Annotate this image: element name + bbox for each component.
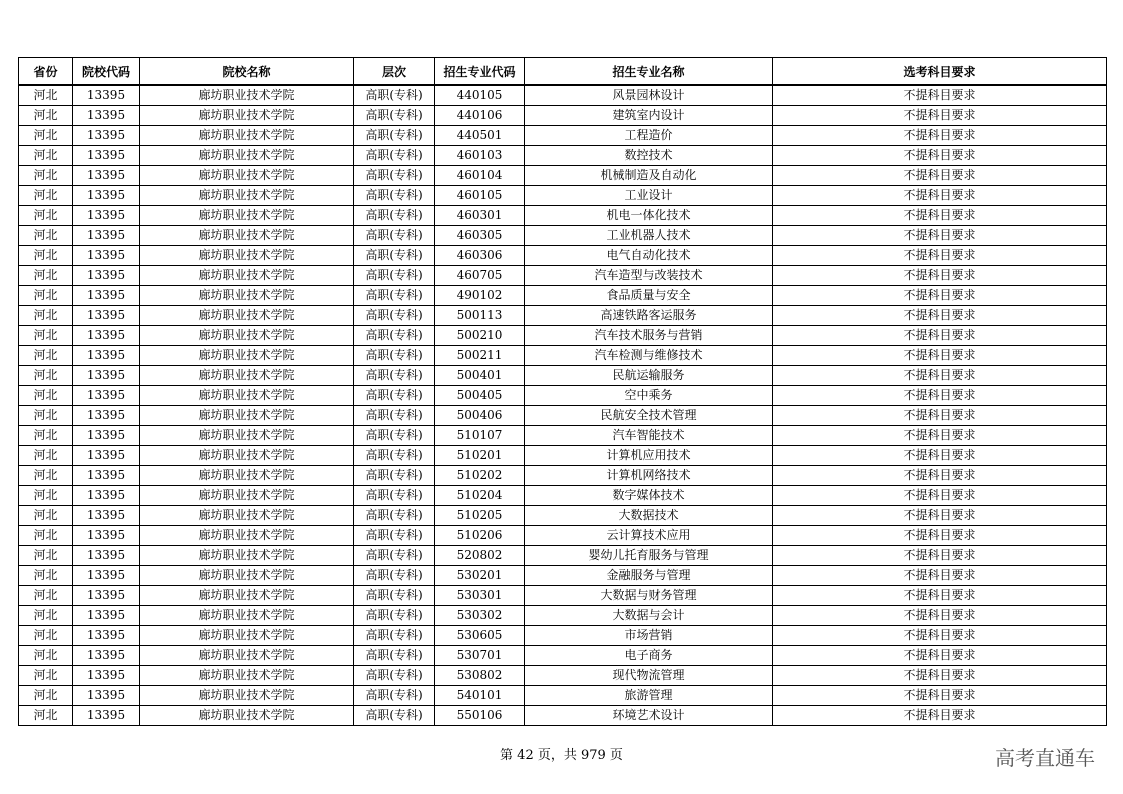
cell-subject-requirement: 不提科目要求: [773, 526, 1107, 546]
cell-level: 高职(专科): [354, 146, 435, 166]
cell-major-code: 460705: [435, 266, 525, 286]
cell-school-code: 13395: [73, 166, 140, 186]
cell-school-name: 廊坊职业技术学院: [140, 666, 354, 686]
cell-major-code: 530802: [435, 666, 525, 686]
table-row: [19, 306, 1107, 326]
cell-school-code: 13395: [73, 466, 140, 486]
table-row: [19, 426, 1107, 446]
cell-school-name: 廊坊职业技术学院: [140, 546, 354, 566]
cell-subject-requirement: 不提科目要求: [773, 686, 1107, 706]
cell-major-code: 510107: [435, 426, 525, 446]
cell-subject-requirement: 不提科目要求: [773, 106, 1107, 126]
cell-level: 高职(专科): [354, 386, 435, 406]
cell-level: 高职(专科): [354, 126, 435, 146]
cell-school-name: 廊坊职业技术学院: [140, 406, 354, 426]
table-row: [19, 486, 1107, 506]
cell-major-name: 高速铁路客运服务: [525, 306, 773, 326]
table-row: [19, 366, 1107, 386]
cell-level: 高职(专科): [354, 366, 435, 386]
cell-major-name: 工业机器人技术: [525, 226, 773, 246]
table-row: [19, 166, 1107, 186]
cell-major-name: 数控技术: [525, 146, 773, 166]
cell-major-name: 大数据与会计: [525, 606, 773, 626]
cell-major-code: 510201: [435, 446, 525, 466]
cell-major-code: 440501: [435, 126, 525, 146]
cell-school-code: 13395: [73, 226, 140, 246]
cell-level: 高职(专科): [354, 506, 435, 526]
cell-level: 高职(专科): [354, 406, 435, 426]
table-row: [19, 546, 1107, 566]
header-school-code: 院校代码: [73, 58, 140, 86]
cell-subject-requirement: 不提科目要求: [773, 506, 1107, 526]
cell-province: 河北: [19, 126, 73, 146]
table-row: [19, 146, 1107, 166]
cell-level: 高职(专科): [354, 206, 435, 226]
cell-subject-requirement: 不提科目要求: [773, 386, 1107, 406]
cell-level: 高职(专科): [354, 666, 435, 686]
cell-level: 高职(专科): [354, 566, 435, 586]
page-number: 第 42 页，共 979 页: [500, 748, 623, 763]
cell-school-name: 廊坊职业技术学院: [140, 526, 354, 546]
cell-major-name: 汽车技术服务与营销: [525, 326, 773, 346]
cell-province: 河北: [19, 85, 73, 106]
cell-subject-requirement: 不提科目要求: [773, 326, 1107, 346]
cell-school-code: 13395: [73, 686, 140, 706]
cell-level: 高职(专科): [354, 626, 435, 646]
cell-school-name: 廊坊职业技术学院: [140, 566, 354, 586]
cell-subject-requirement: 不提科目要求: [773, 206, 1107, 226]
cell-province: 河北: [19, 406, 73, 426]
cell-major-code: 500210: [435, 326, 525, 346]
cell-province: 河北: [19, 586, 73, 606]
cell-level: 高职(专科): [354, 326, 435, 346]
cell-major-code: 530301: [435, 586, 525, 606]
cell-subject-requirement: 不提科目要求: [773, 546, 1107, 566]
cell-school-code: 13395: [73, 286, 140, 306]
table-row: [19, 466, 1107, 486]
cell-major-code: 500211: [435, 346, 525, 366]
cell-province: 河北: [19, 526, 73, 546]
table-row: [19, 386, 1107, 406]
table-row: [19, 286, 1107, 306]
cell-school-code: 13395: [73, 606, 140, 626]
cell-school-code: 13395: [73, 266, 140, 286]
header-subject-requirement: 选考科目要求: [773, 58, 1107, 86]
cell-school-code: 13395: [73, 206, 140, 226]
table-row: [19, 246, 1107, 266]
table-row: [19, 106, 1107, 126]
cell-level: 高职(专科): [354, 186, 435, 206]
table-row: [19, 346, 1107, 366]
cell-province: 河北: [19, 366, 73, 386]
header-school-name: 院校名称: [140, 58, 354, 86]
cell-province: 河北: [19, 686, 73, 706]
cell-school-name: 廊坊职业技术学院: [140, 466, 354, 486]
cell-school-code: 13395: [73, 486, 140, 506]
cell-subject-requirement: 不提科目要求: [773, 706, 1107, 726]
cell-school-name: 廊坊职业技术学院: [140, 126, 354, 146]
cell-level: 高职(专科): [354, 246, 435, 266]
cell-major-name: 风景园林设计: [525, 85, 773, 106]
cell-school-code: 13395: [73, 646, 140, 666]
cell-major-name: 机械制造及自动化: [525, 166, 773, 186]
cell-province: 河北: [19, 446, 73, 466]
cell-subject-requirement: 不提科目要求: [773, 666, 1107, 686]
cell-province: 河北: [19, 186, 73, 206]
cell-province: 河北: [19, 326, 73, 346]
header-major-code: 招生专业代码: [435, 58, 525, 86]
cell-major-code: 520802: [435, 546, 525, 566]
cell-level: 高职(专科): [354, 466, 435, 486]
cell-school-name: 廊坊职业技术学院: [140, 366, 354, 386]
cell-major-name: 食品质量与安全: [525, 286, 773, 306]
table-row: [19, 406, 1107, 426]
cell-level: 高职(专科): [354, 586, 435, 606]
table-row: [19, 526, 1107, 546]
cell-major-name: 汽车智能技术: [525, 426, 773, 446]
cell-subject-requirement: 不提科目要求: [773, 286, 1107, 306]
cell-province: 河北: [19, 386, 73, 406]
cell-major-name: 电子商务: [525, 646, 773, 666]
cell-school-code: 13395: [73, 386, 140, 406]
table-row: [19, 85, 1107, 106]
cell-school-name: 廊坊职业技术学院: [140, 706, 354, 726]
cell-province: 河北: [19, 666, 73, 686]
watermark-logo: 高考直通车: [995, 746, 1095, 770]
table-row: [19, 506, 1107, 526]
cell-subject-requirement: 不提科目要求: [773, 126, 1107, 146]
cell-school-name: 廊坊职业技术学院: [140, 166, 354, 186]
cell-major-code: 510204: [435, 486, 525, 506]
cell-subject-requirement: 不提科目要求: [773, 626, 1107, 646]
table-row: [19, 326, 1107, 346]
cell-province: 河北: [19, 706, 73, 726]
cell-subject-requirement: 不提科目要求: [773, 566, 1107, 586]
cell-level: 高职(专科): [354, 286, 435, 306]
cell-school-code: 13395: [73, 186, 140, 206]
admission-table: [18, 57, 1107, 726]
cell-subject-requirement: 不提科目要求: [773, 446, 1107, 466]
cell-school-name: 廊坊职业技术学院: [140, 646, 354, 666]
cell-school-code: 13395: [73, 586, 140, 606]
cell-major-code: 460301: [435, 206, 525, 226]
cell-major-name: 大数据与财务管理: [525, 586, 773, 606]
cell-school-name: 廊坊职业技术学院: [140, 606, 354, 626]
table-row: [19, 646, 1107, 666]
cell-level: 高职(专科): [354, 446, 435, 466]
cell-major-code: 500406: [435, 406, 525, 426]
cell-subject-requirement: 不提科目要求: [773, 486, 1107, 506]
cell-major-code: 490102: [435, 286, 525, 306]
cell-major-code: 460104: [435, 166, 525, 186]
cell-subject-requirement: 不提科目要求: [773, 606, 1107, 626]
table-row: [19, 686, 1107, 706]
cell-major-code: 500405: [435, 386, 525, 406]
cell-level: 高职(专科): [354, 606, 435, 626]
cell-major-name: 电气自动化技术: [525, 246, 773, 266]
cell-major-code: 510202: [435, 466, 525, 486]
cell-school-code: 13395: [73, 126, 140, 146]
cell-major-name: 数字媒体技术: [525, 486, 773, 506]
cell-level: 高职(专科): [354, 306, 435, 326]
cell-province: 河北: [19, 566, 73, 586]
table-row: [19, 586, 1107, 606]
cell-major-code: 460305: [435, 226, 525, 246]
table-row: [19, 186, 1107, 206]
cell-major-name: 计算机应用技术: [525, 446, 773, 466]
cell-major-code: 530605: [435, 626, 525, 646]
cell-subject-requirement: 不提科目要求: [773, 366, 1107, 386]
cell-major-name: 工业设计: [525, 186, 773, 206]
cell-province: 河北: [19, 466, 73, 486]
cell-subject-requirement: 不提科目要求: [773, 306, 1107, 326]
cell-major-code: 440106: [435, 106, 525, 126]
cell-school-code: 13395: [73, 106, 140, 126]
cell-major-code: 460306: [435, 246, 525, 266]
cell-subject-requirement: 不提科目要求: [773, 186, 1107, 206]
cell-province: 河北: [19, 626, 73, 646]
cell-level: 高职(专科): [354, 166, 435, 186]
cell-major-code: 530201: [435, 566, 525, 586]
table-row: [19, 666, 1107, 686]
cell-province: 河北: [19, 286, 73, 306]
cell-school-name: 廊坊职业技术学院: [140, 306, 354, 326]
header-province: 省份: [19, 58, 73, 86]
cell-province: 河北: [19, 606, 73, 626]
cell-province: 河北: [19, 486, 73, 506]
cell-school-name: 廊坊职业技术学院: [140, 386, 354, 406]
cell-major-name: 汽车造型与改装技术: [525, 266, 773, 286]
cell-school-name: 廊坊职业技术学院: [140, 686, 354, 706]
cell-level: 高职(专科): [354, 226, 435, 246]
cell-school-name: 廊坊职业技术学院: [140, 426, 354, 446]
cell-school-code: 13395: [73, 526, 140, 546]
cell-subject-requirement: 不提科目要求: [773, 586, 1107, 606]
cell-level: 高职(专科): [354, 106, 435, 126]
cell-school-name: 廊坊职业技术学院: [140, 206, 354, 226]
cell-school-name: 廊坊职业技术学院: [140, 186, 354, 206]
cell-school-code: 13395: [73, 566, 140, 586]
cell-level: 高职(专科): [354, 706, 435, 726]
cell-school-code: 13395: [73, 146, 140, 166]
table-body: [19, 85, 1107, 726]
cell-major-code: 440105: [435, 85, 525, 106]
cell-province: 河北: [19, 546, 73, 566]
table-row: [19, 566, 1107, 586]
cell-school-name: 廊坊职业技术学院: [140, 266, 354, 286]
cell-school-code: 13395: [73, 546, 140, 566]
cell-school-code: 13395: [73, 85, 140, 106]
cell-province: 河北: [19, 106, 73, 126]
cell-province: 河北: [19, 426, 73, 446]
cell-level: 高职(专科): [354, 85, 435, 106]
cell-province: 河北: [19, 226, 73, 246]
cell-level: 高职(专科): [354, 426, 435, 446]
cell-level: 高职(专科): [354, 266, 435, 286]
cell-major-code: 530701: [435, 646, 525, 666]
cell-major-name: 金融服务与管理: [525, 566, 773, 586]
cell-province: 河北: [19, 266, 73, 286]
cell-school-name: 廊坊职业技术学院: [140, 506, 354, 526]
cell-school-code: 13395: [73, 626, 140, 646]
header-level: 层次: [354, 58, 435, 86]
cell-province: 河北: [19, 206, 73, 226]
cell-school-code: 13395: [73, 506, 140, 526]
cell-subject-requirement: 不提科目要求: [773, 426, 1107, 446]
cell-province: 河北: [19, 346, 73, 366]
cell-level: 高职(专科): [354, 686, 435, 706]
table-row: [19, 446, 1107, 466]
cell-province: 河北: [19, 246, 73, 266]
cell-school-code: 13395: [73, 326, 140, 346]
cell-school-name: 廊坊职业技术学院: [140, 326, 354, 346]
cell-school-code: 13395: [73, 246, 140, 266]
header-major-name: 招生专业名称: [525, 58, 773, 86]
cell-subject-requirement: 不提科目要求: [773, 466, 1107, 486]
cell-level: 高职(专科): [354, 486, 435, 506]
cell-major-code: 510206: [435, 526, 525, 546]
cell-school-name: 廊坊职业技术学院: [140, 246, 354, 266]
cell-major-name: 汽车检测与维修技术: [525, 346, 773, 366]
cell-major-code: 540101: [435, 686, 525, 706]
cell-major-name: 现代物流管理: [525, 666, 773, 686]
cell-major-code: 510205: [435, 506, 525, 526]
cell-major-name: 市场营销: [525, 626, 773, 646]
cell-subject-requirement: 不提科目要求: [773, 166, 1107, 186]
cell-major-name: 工程造价: [525, 126, 773, 146]
cell-school-name: 廊坊职业技术学院: [140, 226, 354, 246]
cell-major-name: 环境艺术设计: [525, 706, 773, 726]
cell-school-name: 廊坊职业技术学院: [140, 85, 354, 106]
cell-subject-requirement: 不提科目要求: [773, 146, 1107, 166]
cell-subject-requirement: 不提科目要求: [773, 246, 1107, 266]
cell-major-code: 500113: [435, 306, 525, 326]
table-row: [19, 206, 1107, 226]
table-row: [19, 626, 1107, 646]
cell-subject-requirement: 不提科目要求: [773, 266, 1107, 286]
cell-major-code: 530302: [435, 606, 525, 626]
cell-school-code: 13395: [73, 306, 140, 326]
cell-school-code: 13395: [73, 346, 140, 366]
cell-school-code: 13395: [73, 666, 140, 686]
cell-level: 高职(专科): [354, 526, 435, 546]
cell-province: 河北: [19, 506, 73, 526]
cell-level: 高职(专科): [354, 646, 435, 666]
cell-major-name: 计算机网络技术: [525, 466, 773, 486]
cell-school-code: 13395: [73, 426, 140, 446]
cell-province: 河北: [19, 146, 73, 166]
cell-major-name: 民航安全技术管理: [525, 406, 773, 426]
cell-subject-requirement: 不提科目要求: [773, 406, 1107, 426]
cell-school-name: 廊坊职业技术学院: [140, 286, 354, 306]
cell-province: 河北: [19, 306, 73, 326]
cell-major-code: 550106: [435, 706, 525, 726]
cell-major-code: 460105: [435, 186, 525, 206]
cell-school-code: 13395: [73, 706, 140, 726]
cell-subject-requirement: 不提科目要求: [773, 346, 1107, 366]
cell-major-name: 机电一体化技术: [525, 206, 773, 226]
cell-school-name: 廊坊职业技术学院: [140, 106, 354, 126]
cell-major-name: 大数据技术: [525, 506, 773, 526]
cell-major-name: 旅游管理: [525, 686, 773, 706]
table-row: [19, 706, 1107, 726]
cell-major-name: 民航运输服务: [525, 366, 773, 386]
cell-level: 高职(专科): [354, 346, 435, 366]
cell-province: 河北: [19, 646, 73, 666]
cell-school-name: 廊坊职业技术学院: [140, 346, 354, 366]
cell-school-code: 13395: [73, 446, 140, 466]
cell-major-name: 空中乘务: [525, 386, 773, 406]
cell-level: 高职(专科): [354, 546, 435, 566]
cell-school-name: 廊坊职业技术学院: [140, 486, 354, 506]
cell-major-name: 婴幼儿托育服务与管理: [525, 546, 773, 566]
cell-major-code: 500401: [435, 366, 525, 386]
cell-school-name: 廊坊职业技术学院: [140, 586, 354, 606]
cell-subject-requirement: 不提科目要求: [773, 226, 1107, 246]
cell-subject-requirement: 不提科目要求: [773, 85, 1107, 106]
cell-major-code: 460103: [435, 146, 525, 166]
cell-school-name: 廊坊职业技术学院: [140, 146, 354, 166]
cell-school-name: 廊坊职业技术学院: [140, 626, 354, 646]
cell-school-name: 廊坊职业技术学院: [140, 446, 354, 466]
table-row: [19, 606, 1107, 626]
table-row: [19, 126, 1107, 146]
cell-school-code: 13395: [73, 366, 140, 386]
cell-school-code: 13395: [73, 406, 140, 426]
cell-major-name: 云计算技术应用: [525, 526, 773, 546]
cell-province: 河北: [19, 166, 73, 186]
table-row: [19, 226, 1107, 246]
cell-subject-requirement: 不提科目要求: [773, 646, 1107, 666]
table-header: [19, 58, 1107, 86]
table-row: [19, 266, 1107, 286]
cell-major-name: 建筑室内设计: [525, 106, 773, 126]
